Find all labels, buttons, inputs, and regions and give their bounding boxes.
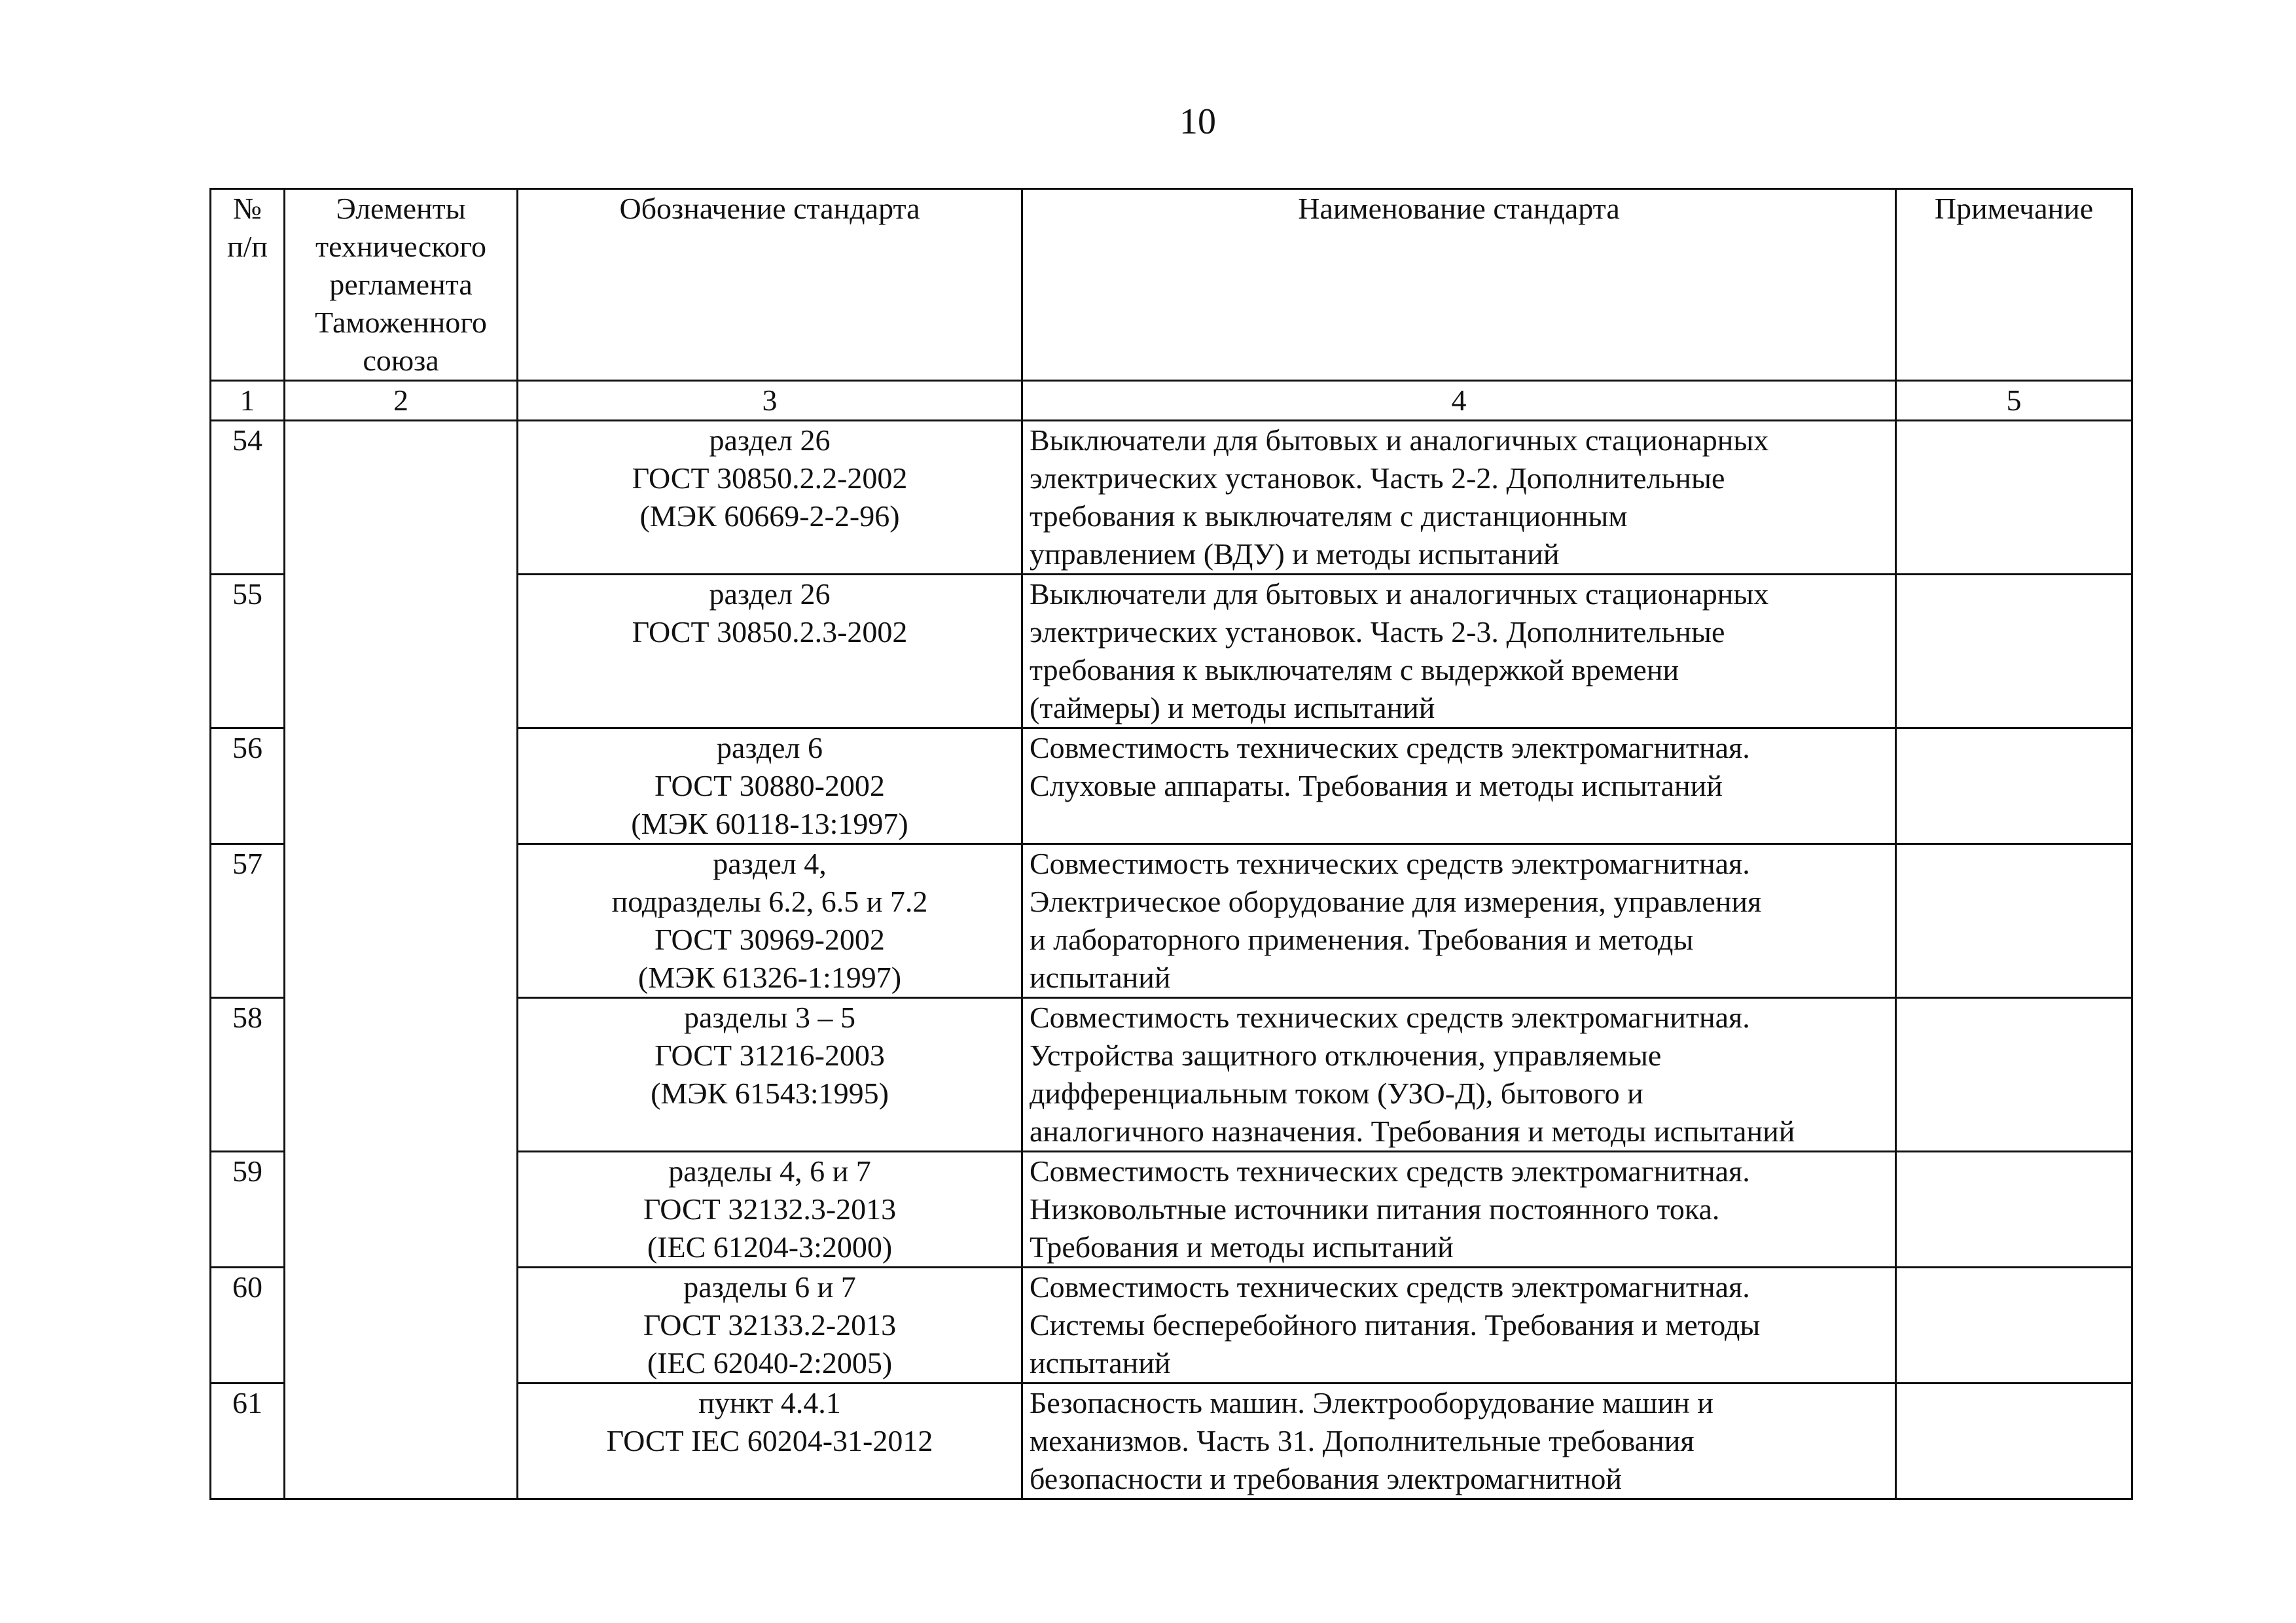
table-header-row (211, 189, 2132, 381)
header-elements-line: технического (315, 230, 486, 263)
row-designation (518, 998, 1022, 1152)
designation-line: ГОСТ 30850.2.2-2002 (632, 461, 908, 495)
name-line: Устройства защитного отключения, управляемые (1030, 1039, 1662, 1072)
name-line: Системы бесперебойного питания. Требования и методы (1030, 1308, 1761, 1342)
designation-line: раздел 4, (713, 847, 827, 880)
designation-line: разделы 4, 6 и 7 (668, 1154, 871, 1188)
row-note (1896, 421, 2132, 575)
designation-line: ГОСТ 31216-2003 (655, 1039, 885, 1072)
name-line: Безопасность машин. Электрооборудование машин и (1030, 1386, 1713, 1419)
name-line: управлением (ВДУ) и методы испытаний (1030, 537, 1560, 571)
row-note (1896, 1383, 2132, 1499)
name-line: электрических установок. Часть 2-2. Дополнительные (1030, 461, 1725, 495)
header-number-line: № (233, 192, 262, 225)
designation-line: (МЭК 61326-1:1997) (637, 961, 902, 994)
name-line: и лабораторного применения. Требования и методы (1030, 923, 1694, 956)
designation-line: ГОСТ 32132.3-2013 (643, 1192, 897, 1226)
row-standard-name (1022, 421, 1896, 575)
designation-line: раздел 26 (709, 577, 831, 611)
name-line: требования к выключателям с выдержкой времени (1030, 653, 1679, 687)
designation-line: ГОСТ 30850.2.3-2002 (632, 615, 908, 649)
row-number: 57 (211, 844, 285, 998)
row-designation (518, 1152, 1022, 1268)
row-number: 58 (211, 998, 285, 1152)
name-line: Совместимость технических средств электромагнитная. (1030, 1001, 1750, 1034)
designation-line: (МЭК 60118-13:1997) (631, 807, 908, 840)
name-line: Совместимость технических средств электромагнитная. (1030, 1270, 1750, 1304)
row-designation (518, 1383, 1022, 1499)
name-line: Электрическое оборудование для измерения, управления (1030, 885, 1762, 918)
row-number: 59 (211, 1152, 285, 1268)
name-line: (таймеры) и методы испытаний (1030, 691, 1435, 724)
row-standard-name (1022, 1268, 1896, 1383)
name-line: Выключатели для бытовых и аналогичных стационарных (1030, 423, 1769, 457)
name-line: механизмов. Часть 31. Дополнительные требования (1030, 1424, 1695, 1457)
row-standard-name (1022, 1383, 1896, 1499)
name-line: Совместимость технических средств электромагнитная. (1030, 731, 1750, 764)
row-designation (518, 844, 1022, 998)
row-standard-name (1022, 728, 1896, 844)
column-index: 3 (518, 381, 1022, 421)
row-number: 56 (211, 728, 285, 844)
tr-elements-cell (285, 421, 518, 1499)
designation-line: (IEC 61204-3:2000) (647, 1230, 893, 1264)
row-note (1896, 844, 2132, 998)
column-index-row (211, 381, 2132, 421)
name-line: Совместимость технических средств электромагнитная. (1030, 847, 1750, 880)
row-note (1896, 1152, 2132, 1268)
column-index: 4 (1022, 381, 1896, 421)
row-designation (518, 728, 1022, 844)
row-note (1896, 575, 2132, 728)
header-note: Примечание (1896, 189, 2132, 381)
name-line: Совместимость технических средств электромагнитная. (1030, 1154, 1750, 1188)
designation-line: разделы 3 – 5 (684, 1001, 855, 1034)
name-line: Выключатели для бытовых и аналогичных стационарных (1030, 577, 1769, 611)
header-elements-line: регламента (329, 268, 473, 301)
header-number (211, 189, 285, 381)
row-standard-name (1022, 844, 1896, 998)
column-index: 5 (1896, 381, 2132, 421)
row-designation (518, 575, 1022, 728)
designation-line: раздел 6 (716, 731, 823, 764)
row-standard-name (1022, 998, 1896, 1152)
designation-line: ГОСТ 30969-2002 (655, 923, 885, 956)
row-number: 60 (211, 1268, 285, 1383)
row-number: 61 (211, 1383, 285, 1499)
row-number: 54 (211, 421, 285, 575)
designation-line: пункт 4.4.1 (698, 1386, 841, 1419)
designation-line: ГОСТ 32133.2-2013 (643, 1308, 897, 1342)
designation-line: раздел 26 (709, 423, 831, 457)
name-line: Низковольтные источники питания постоянного тока. (1030, 1192, 1720, 1226)
table-row (211, 421, 2132, 575)
row-note (1896, 998, 2132, 1152)
header-number-line: п/п (226, 230, 268, 263)
row-standard-name (1022, 1152, 1896, 1268)
designation-line: (IEC 62040-2:2005) (647, 1346, 893, 1380)
header-elements-line: Элементы (336, 192, 466, 225)
row-note (1896, 1268, 2132, 1383)
header-elements-line: Таможенного (315, 306, 487, 339)
name-line: аналогичного назначения. Требования и методы испытаний (1030, 1115, 1795, 1148)
row-designation (518, 421, 1022, 575)
name-line: электрических установок. Часть 2-3. Дополнительные (1030, 615, 1725, 649)
page-number: 10 (1179, 101, 1216, 142)
header-name: Наименование стандарта (1022, 189, 1896, 381)
designation-line: (МЭК 61543:1995) (651, 1077, 889, 1110)
row-designation (518, 1268, 1022, 1383)
name-line: безопасности и требования электромагнитной (1030, 1462, 1623, 1495)
name-line: Требования и методы испытаний (1030, 1230, 1454, 1264)
name-line: требования к выключателям с дистанционным (1030, 499, 1628, 533)
row-number: 55 (211, 575, 285, 728)
name-line: испытаний (1030, 961, 1171, 994)
designation-line: подразделы 6.2, 6.5 и 7.2 (611, 885, 928, 918)
row-standard-name (1022, 575, 1896, 728)
row-note (1896, 728, 2132, 844)
designation-line: (МЭК 60669-2-2-96) (639, 499, 900, 533)
header-elements (285, 189, 518, 381)
designation-line: ГОСТ IEC 60204-31-2012 (606, 1424, 933, 1457)
header-designation: Обозначение стандарта (518, 189, 1022, 381)
name-line: дифференциальным током (УЗО-Д), бытового и (1030, 1077, 1643, 1110)
standards-table (209, 188, 2133, 1500)
name-line: Слуховые аппараты. Требования и методы испытаний (1030, 769, 1723, 802)
header-elements-line: союза (363, 344, 439, 377)
designation-line: ГОСТ 30880-2002 (655, 769, 885, 802)
column-index: 1 (211, 381, 285, 421)
column-index: 2 (285, 381, 518, 421)
name-line: испытаний (1030, 1346, 1171, 1380)
designation-line: разделы 6 и 7 (683, 1270, 856, 1304)
